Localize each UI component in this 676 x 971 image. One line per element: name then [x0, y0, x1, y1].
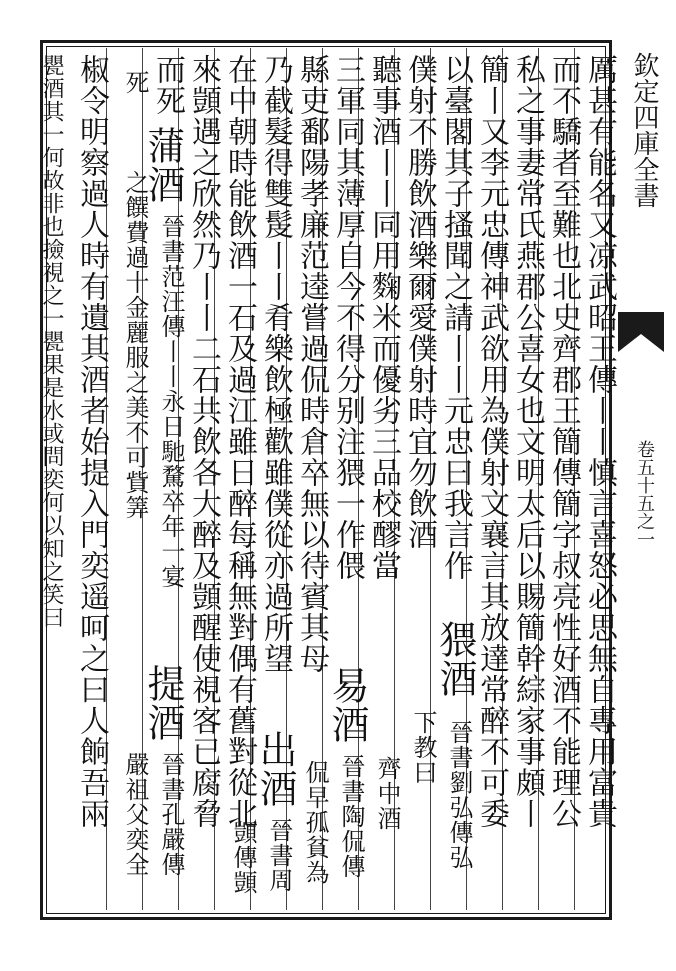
heading-note: 晉書范汪傳丨丨永日馳騖卒年一宴: [157, 214, 185, 589]
text-column-14: 死: [121, 70, 149, 95]
text-column-16: 甖酒其一何故非也撿視之一甖果是水或問奕何以知之笑曰: [39, 54, 64, 629]
text-column-8: 三軍同其薄厚自今不得分别注猥一作偎: [330, 54, 365, 581]
heading-note: 下教曰: [409, 710, 437, 785]
heading-note: 顗傳顗: [229, 820, 257, 895]
text-column-10: 乃截髮得雙髲丨丨肴樂飲極歡雖僕從亦過所望: [258, 54, 293, 674]
text-column-2: 而不驕者至難也北史齊郡王簡傳簡字叔亮性好酒不能理公: [546, 54, 581, 829]
fish-tail-icon: [618, 312, 664, 352]
heading-title: 出酒: [253, 730, 297, 808]
volume-label: 卷五十五之一: [634, 440, 655, 548]
heading-title: 蒲酒: [141, 126, 185, 204]
text-column-13: 而死: [150, 54, 185, 116]
page-margin: [614, 40, 664, 920]
heading-note: 嚴祖父奕全: [121, 752, 149, 877]
heading-note: 晉書陶侃傳: [337, 754, 365, 879]
heading-note: 齊中酒: [373, 756, 401, 831]
text-column-6: 僕射不勝飲酒樂爾愛僕射時宜勿飲酒: [402, 54, 437, 550]
heading-note: 晉書周: [265, 818, 293, 893]
text-column-15: 椒令明察過人時有遺其酒者始提入門奕遥呵之曰人餉吾兩: [74, 54, 109, 829]
heading-note: 之饌費過十金麗服之美不可貲筭: [121, 170, 149, 520]
text-column-1: 厲甚有能名又凉武昭王傳丨丨慎言喜怒必思無自專用富貴: [582, 54, 617, 829]
heading-title: 易酒: [325, 666, 369, 744]
text-column-12: 來顗遇之欣然乃丨丨二石共飲各大醉及顗醒使視客已腐脅: [186, 54, 221, 829]
heading-title: 猥酒: [433, 620, 477, 698]
text-column-11: 在中朝時能飲酒一石及過江雖日醉每稱無對偶有舊對從北: [222, 54, 257, 829]
heading-note: 晉書孔嚴傳: [157, 752, 185, 877]
heading-note: 侃早孤貧為: [301, 760, 329, 885]
heading-note: 晉書劉弘傳弘: [445, 720, 473, 870]
text-column-9: 縣吏鄱陽孝廉范逵嘗過侃時倉卒無以待賓其母: [294, 54, 329, 674]
book-title: 欽定四庫全書: [629, 52, 659, 208]
text-column-4: 簡丨又李元忠傳神武欲用為僕射文襄言其放達常醉不可委: [474, 54, 509, 829]
heading-title: 提酒: [141, 664, 185, 742]
text-column-7: 聽事酒丨丨同用麴米而優劣三品校醪當: [366, 54, 401, 581]
text-column-5: 以臺閣其子搔聞之請丨丨元忠曰我言作: [438, 54, 473, 581]
text-column-3: 私之事妻常氏燕郡公喜女也文明太后以賜簡幹綜家事頗丨: [510, 54, 545, 829]
